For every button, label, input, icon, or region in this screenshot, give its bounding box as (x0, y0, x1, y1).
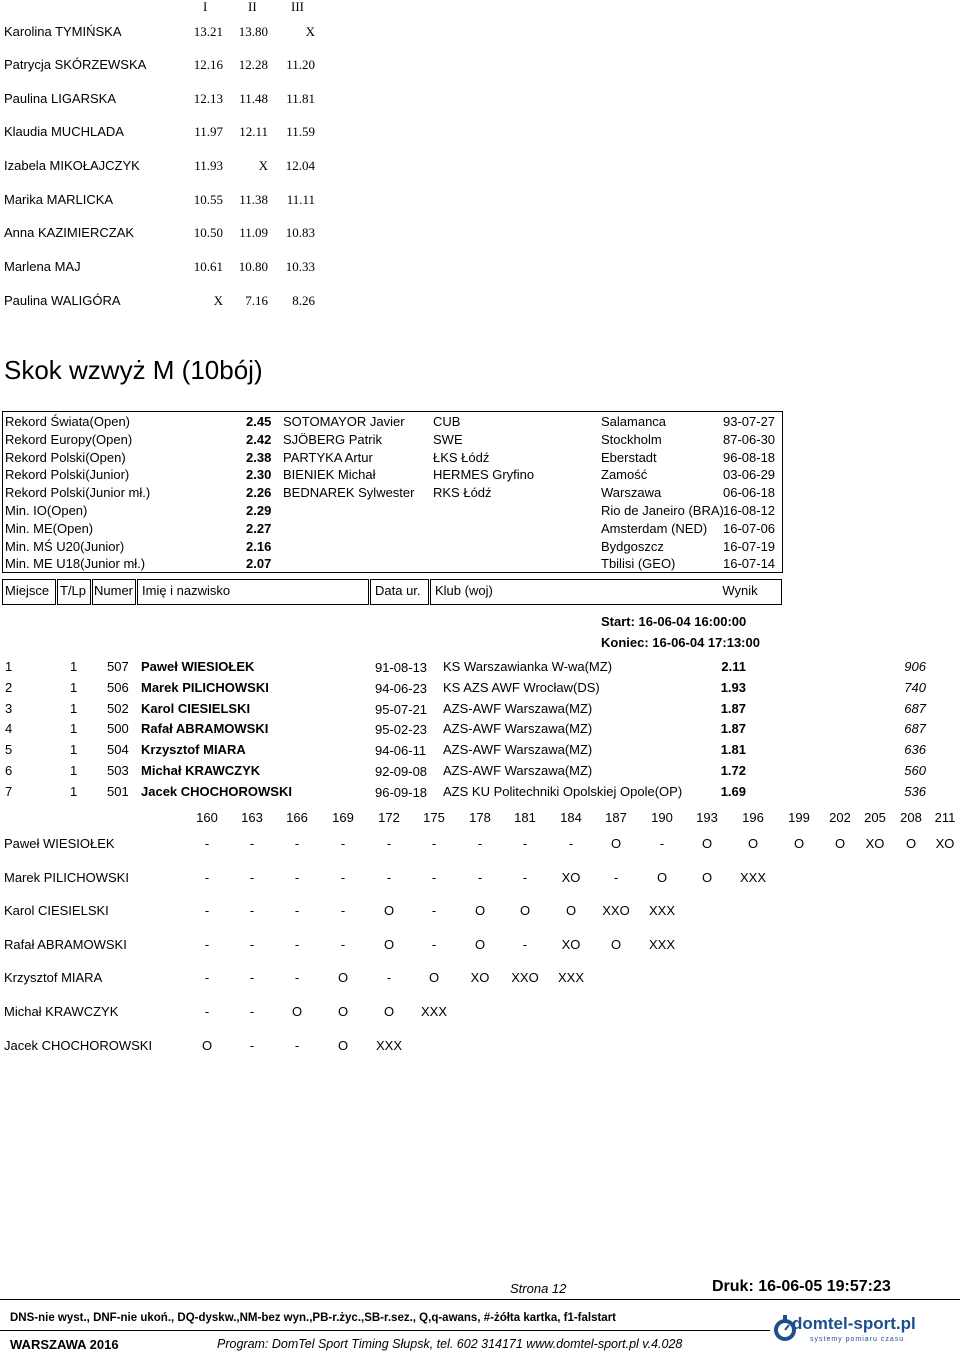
attempt-mark: O (428, 970, 440, 986)
result-name: Krzysztof MIARA (141, 742, 246, 758)
top-row-r2: X (258, 158, 268, 173)
attempt-mark: O (383, 1004, 395, 1019)
record-place: Eberstadt (601, 449, 657, 465)
result-place: 2 (5, 679, 13, 695)
attempt-athlete: Paweł WIESIOŁEK (4, 836, 115, 851)
attempt-mark: - (522, 936, 528, 952)
record-place: Salamanca (601, 414, 667, 429)
attempt-mark: - (204, 1004, 210, 1019)
result-tlp: 1 (70, 721, 78, 737)
result-name: Michał KRAWCZYK (141, 763, 261, 778)
header-dob: Data ur. (375, 583, 421, 598)
attempt-mark: - (294, 1037, 300, 1053)
attempt-mark: XXX (420, 1004, 447, 1019)
header-name: Imię i nazwisko (142, 583, 231, 598)
attempt-mark: XXX (648, 936, 675, 952)
record-club: RKS Łódź (433, 485, 492, 501)
print-time: Druk: 16-06-05 19:57:23 (712, 1278, 891, 1295)
top-row-r2: 11.38 (239, 192, 268, 207)
attempt-mark: - (522, 836, 528, 851)
attempt-mark: - (568, 836, 574, 851)
attempt-mark: - (249, 903, 255, 919)
top-row-r1: 11.97 (194, 124, 223, 139)
height-value: 211 (934, 810, 956, 825)
result-name: Paweł WIESIOŁEK (141, 659, 255, 674)
record-holder: PARTYKA Artur (283, 449, 373, 465)
result-tlp: 1 (70, 783, 78, 799)
attempt-athlete: Karol CIESIELSKI (4, 903, 109, 919)
height-value: 169 (332, 810, 354, 825)
attempt-mark: O (701, 869, 713, 885)
attempt-mark: - (249, 869, 255, 885)
attempt-mark: - (431, 936, 437, 952)
top-row-name: Izabela MIKOŁAJCZYK (4, 158, 140, 173)
start-time: Start: 16-06-04 16:00:00 (601, 614, 747, 629)
attempt-mark: O (383, 903, 395, 919)
attempt-mark: - (340, 936, 346, 952)
result-mark: 1.93 (720, 679, 746, 695)
attempt-mark: - (386, 836, 392, 851)
top-row-r2: 11.09 (239, 225, 268, 240)
attempt-mark: O (701, 836, 713, 851)
top-row-r1: X (213, 293, 223, 308)
height-value: 193 (696, 810, 718, 825)
attempt-athlete: Krzysztof MIARA (4, 970, 103, 986)
attempt-mark: O (834, 836, 846, 851)
record-label: Rekord Świata(Open) (5, 414, 130, 429)
header-tlp: T/Lp (60, 583, 87, 598)
result-dob: 95-02-23 (375, 722, 428, 738)
record-holder: BEDNAREK Sylwester (283, 485, 415, 501)
height-value: 190 (651, 810, 673, 825)
attempt-athlete: Rafał ABRAMOWSKI (4, 936, 127, 952)
result-points: 560 (904, 763, 926, 778)
record-mark: 2.45 (246, 414, 272, 429)
result-name: Rafał ABRAMOWSKI (141, 721, 269, 737)
attempt-mark: - (294, 970, 300, 986)
record-date: 16-07-14 (723, 556, 776, 572)
attempt-mark: - (431, 869, 437, 885)
record-date: 96-08-18 (723, 449, 776, 465)
record-club: ŁKS Łódź (433, 449, 490, 465)
footer-divider-bottom (0, 1330, 770, 1331)
height-value: 172 (378, 810, 400, 825)
top-row-r1: 12.16 (193, 57, 223, 72)
attempt-mark: O (291, 1004, 303, 1019)
record-place: Bydgoszcz (601, 538, 664, 554)
attempt-mark: - (204, 869, 210, 885)
result-number: 507 (107, 659, 129, 674)
top-row-r3: 10.33 (285, 259, 315, 274)
header-club: Klub (woj) (435, 583, 493, 598)
attempt-mark: - (294, 869, 300, 885)
record-label: Min. ME U18(Junior mł.) (5, 556, 146, 572)
attempt-mark: - (340, 903, 346, 919)
attempt-mark: O (610, 936, 622, 952)
attempt-mark: O (337, 970, 349, 986)
result-number: 500 (107, 721, 129, 737)
result-number: 502 (107, 700, 129, 716)
page-number: Strona 12 (510, 1281, 567, 1296)
top-row-r1: 10.50 (193, 225, 223, 240)
height-value: 160 (196, 810, 218, 825)
record-mark: 2.30 (246, 467, 272, 483)
record-date: 06-06-18 (723, 485, 776, 501)
height-value: 184 (560, 810, 582, 825)
top-row-r2: 12.11 (239, 124, 268, 139)
record-place: Warszawa (601, 485, 662, 501)
top-row-name: Paulina LIGARSKA (4, 91, 117, 106)
record-label: Min. MŚ U20(Junior) (5, 538, 125, 554)
result-club: KS AZS AWF Wrocław(DS) (443, 679, 600, 695)
result-mark: 1.87 (720, 700, 746, 716)
result-place: 1 (5, 659, 13, 674)
top-row-r1: 10.55 (193, 192, 223, 207)
attempt-mark: O (337, 1037, 349, 1053)
attempt-mark: O (747, 836, 759, 851)
result-number: 503 (107, 763, 129, 778)
result-club: AZS KU Politechniki Opolskiej Opole(OP) (443, 783, 683, 799)
top-row-r3: 11.81 (286, 91, 315, 106)
height-value: 196 (742, 810, 764, 825)
result-number: 506 (107, 679, 129, 695)
attempt-mark: XO (470, 970, 490, 986)
top-row-r2: 7.16 (245, 293, 268, 308)
attempt-mark: O (337, 1004, 349, 1019)
header-number: Numer (94, 583, 134, 598)
top-row-r3: 10.83 (285, 225, 315, 240)
height-value: 181 (514, 810, 536, 825)
logo-subtext: systemy pomiaru czasu (810, 1336, 905, 1343)
record-mark: 2.38 (246, 449, 272, 465)
event-title: Skok wzwyż M (10bój) (4, 355, 263, 385)
record-label: Rekord Polski(Junior) (5, 467, 130, 483)
result-club: AZS-AWF Warszawa(MZ) (443, 721, 593, 737)
attempt-mark: XO (561, 936, 581, 952)
attempt-mark: - (294, 903, 300, 919)
height-value: 163 (241, 810, 263, 825)
attempt-mark: - (613, 869, 619, 885)
result-mark: 1.81 (720, 742, 746, 758)
result-tlp: 1 (70, 763, 78, 778)
result-dob: 95-07-21 (375, 701, 428, 717)
result-number: 504 (107, 742, 129, 758)
record-label: Rekord Europy(Open) (5, 431, 133, 447)
top-row-r3: 11.20 (286, 57, 315, 72)
result-dob: 91-08-13 (375, 660, 428, 675)
round-header-1: I (203, 0, 208, 14)
result-name: Marek PILICHOWSKI (141, 679, 269, 695)
record-mark: 2.07 (246, 556, 272, 572)
attempt-mark: - (204, 970, 210, 986)
result-mark: 1.87 (720, 721, 746, 737)
attempt-mark: XO (865, 836, 885, 851)
attempt-mark: XXX (557, 970, 584, 986)
attempt-mark: - (249, 1004, 255, 1019)
height-value: 199 (788, 810, 810, 825)
record-holder: SJÖBERG Patrik (283, 431, 382, 447)
result-points: 740 (904, 679, 926, 695)
top-row-r2: 12.28 (238, 57, 268, 72)
result-mark: 1.72 (720, 763, 746, 778)
result-club: AZS-AWF Warszawa(MZ) (443, 742, 593, 758)
record-label: Min. IO(Open) (5, 503, 88, 518)
record-place: Zamość (601, 467, 648, 483)
attempt-mark: XXX (648, 903, 675, 919)
domtel-logo (770, 1308, 920, 1348)
top-row-r1: 12.13 (193, 91, 223, 106)
result-dob: 94-06-23 (375, 680, 428, 696)
attempt-mark: O (610, 836, 622, 851)
attempt-mark: O (905, 836, 917, 851)
attempt-mark: - (204, 903, 210, 919)
height-value: 187 (605, 810, 627, 825)
record-date: 93-07-27 (723, 414, 776, 429)
record-place: Tbilisi (GEO) (601, 556, 676, 572)
result-tlp: 1 (70, 742, 78, 758)
top-row-name: Paulina WALIGÓRA (4, 293, 121, 308)
top-row-name: Klaudia MUCHLADA (4, 124, 124, 139)
result-points: 687 (904, 700, 926, 716)
record-date: 03-06-29 (723, 467, 776, 483)
attempt-mark: - (386, 869, 392, 885)
result-club: AZS-AWF Warszawa(MZ) (443, 763, 593, 778)
attempt-mark: - (294, 836, 300, 851)
attempt-mark: XO (561, 869, 581, 885)
attempt-mark: XXO (602, 903, 630, 919)
round-header-2: II (248, 0, 257, 14)
attempt-mark: O (793, 836, 805, 851)
result-tlp: 1 (70, 679, 78, 695)
result-points: 536 (904, 783, 926, 799)
attempt-mark: - (659, 836, 665, 851)
footer-city: WARSZAWA 2016 (10, 1337, 119, 1352)
top-row-r1: 10.61 (193, 259, 223, 274)
result-club: KS Warszawianka W-wa(MZ) (443, 659, 613, 674)
attempt-mark: - (204, 936, 210, 952)
legend: DNS-nie wyst., DNF-nie ukoń., DQ-dyskw.,NM-bez wyn.,PB-r.życ.,SB-r.sez., Q,q-awans, #-żółta kartka, f1-falstart (10, 1312, 617, 1324)
attempt-athlete: Marek PILICHOWSKI (4, 869, 129, 885)
height-value: 202 (829, 810, 851, 825)
result-dob: 94-06-11 (375, 743, 427, 759)
record-mark: 2.16 (246, 538, 272, 554)
attempt-mark: - (431, 836, 437, 851)
result-name: Jacek CHOCHOROWSKI (141, 783, 292, 799)
attempt-mark: O (201, 1037, 213, 1053)
top-row-r2: 10.80 (238, 259, 268, 274)
height-value: 178 (469, 810, 491, 825)
attempt-mark: O (565, 903, 577, 919)
attempt-mark: - (249, 936, 255, 952)
top-row-r3: 11.11 (286, 192, 315, 207)
record-club: SWE (433, 431, 463, 447)
top-row-r3: 11.59 (286, 124, 315, 139)
header-place: Miejsce (5, 583, 50, 598)
attempt-athlete: Michał KRAWCZYK (4, 1004, 119, 1019)
top-row-r1: 11.93 (194, 158, 223, 173)
attempt-mark: - (204, 836, 210, 851)
record-date: 16-07-06 (723, 520, 776, 536)
attempt-mark: XXX (375, 1037, 402, 1053)
result-mark: 2.11 (721, 659, 746, 674)
record-holder: SOTOMAYOR Javier (283, 414, 405, 429)
result-tlp: 1 (70, 700, 78, 716)
result-tlp: 1 (70, 659, 78, 674)
attempt-mark: - (477, 869, 483, 885)
record-place: Amsterdam (NED) (601, 520, 708, 536)
attempt-mark: - (340, 869, 346, 885)
result-points: 687 (904, 721, 926, 737)
record-place: Rio de Janeiro (BRA) (601, 503, 724, 518)
attempt-mark: - (477, 836, 483, 851)
top-row-r3: 12.04 (285, 158, 315, 173)
attempt-mark: - (522, 869, 528, 885)
result-number: 501 (107, 783, 129, 799)
top-row-name: Karolina TYMIŃSKA (4, 24, 122, 39)
result-dob: 92-09-08 (375, 764, 428, 779)
record-label: Min. ME(Open) (5, 520, 94, 536)
attempt-mark: - (340, 836, 346, 851)
top-row-r1: 13.21 (193, 24, 223, 39)
top-row-name: Anna KAZIMIERCZAK (4, 225, 135, 240)
record-mark: 2.42 (246, 431, 272, 447)
attempt-mark: - (431, 903, 437, 919)
footer-divider-top (0, 1299, 960, 1300)
record-label: Rekord Polski(Open) (5, 449, 126, 465)
record-date: 16-07-19 (723, 538, 776, 554)
attempt-mark: XXX (739, 869, 766, 885)
top-row-r3: 8.26 (292, 293, 315, 308)
attempt-mark: - (294, 936, 300, 952)
record-label: Rekord Polski(Junior mł.) (5, 485, 151, 501)
top-row-r2: 11.48 (239, 91, 268, 106)
record-place: Stockholm (601, 431, 662, 447)
height-value: 205 (864, 810, 886, 825)
result-points: 636 (904, 742, 926, 758)
result-points: 906 (904, 659, 926, 674)
attempt-mark: O (474, 936, 486, 952)
attempt-mark: XO (935, 836, 955, 851)
record-date: 16-08-12 (723, 503, 776, 518)
record-club: HERMES Gryfino (433, 467, 535, 483)
logo-text: domtel-sport.pl (792, 1314, 916, 1333)
result-place: 3 (5, 700, 13, 716)
top-row-r3: X (305, 24, 315, 39)
result-name: Karol CIESIELSKI (141, 700, 251, 716)
height-value: 166 (286, 810, 308, 825)
top-row-r2: 13.80 (238, 24, 268, 39)
attempt-mark: - (249, 836, 255, 851)
record-mark: 2.26 (246, 485, 272, 501)
height-value: 175 (423, 810, 445, 825)
attempt-mark: O (474, 903, 486, 919)
result-place: 7 (5, 783, 13, 799)
record-date: 87-06-30 (723, 431, 776, 447)
height-value: 208 (900, 810, 922, 825)
top-row-name: Marlena MAJ (4, 259, 81, 274)
attempt-mark: - (249, 1037, 255, 1053)
attempt-mark: O (656, 869, 668, 885)
attempt-mark: - (249, 970, 255, 986)
attempt-athlete: Jacek CHOCHOROWSKI (4, 1037, 153, 1053)
round-header-3: III (291, 0, 304, 14)
record-holder: BIENIEK Michał (283, 467, 376, 483)
record-mark: 2.29 (246, 503, 272, 518)
result-place: 4 (5, 721, 13, 737)
attempt-mark: XXO (511, 970, 539, 986)
attempt-mark: - (386, 970, 392, 986)
header-result: Wynik (722, 583, 758, 598)
result-club: AZS-AWF Warszawa(MZ) (443, 700, 593, 716)
end-time: Koniec: 16-06-04 17:13:00 (601, 635, 760, 650)
record-club: CUB (433, 414, 461, 429)
result-place: 6 (5, 763, 13, 778)
attempt-mark: O (383, 936, 395, 952)
record-mark: 2.27 (246, 520, 272, 536)
result-mark: 1.69 (720, 783, 746, 799)
result-place: 5 (5, 742, 13, 758)
footer-program: Program: DomTel Sport Timing Słupsk, tel. 602 314171 www.domtel-sport.pl v.4.028 (217, 1337, 683, 1351)
top-row-name: Patrycja SKÓRZEWSKA (4, 57, 147, 72)
top-row-name: Marika MARLICKA (4, 192, 114, 207)
result-dob: 96-09-18 (375, 784, 428, 800)
attempt-mark: O (519, 903, 531, 919)
